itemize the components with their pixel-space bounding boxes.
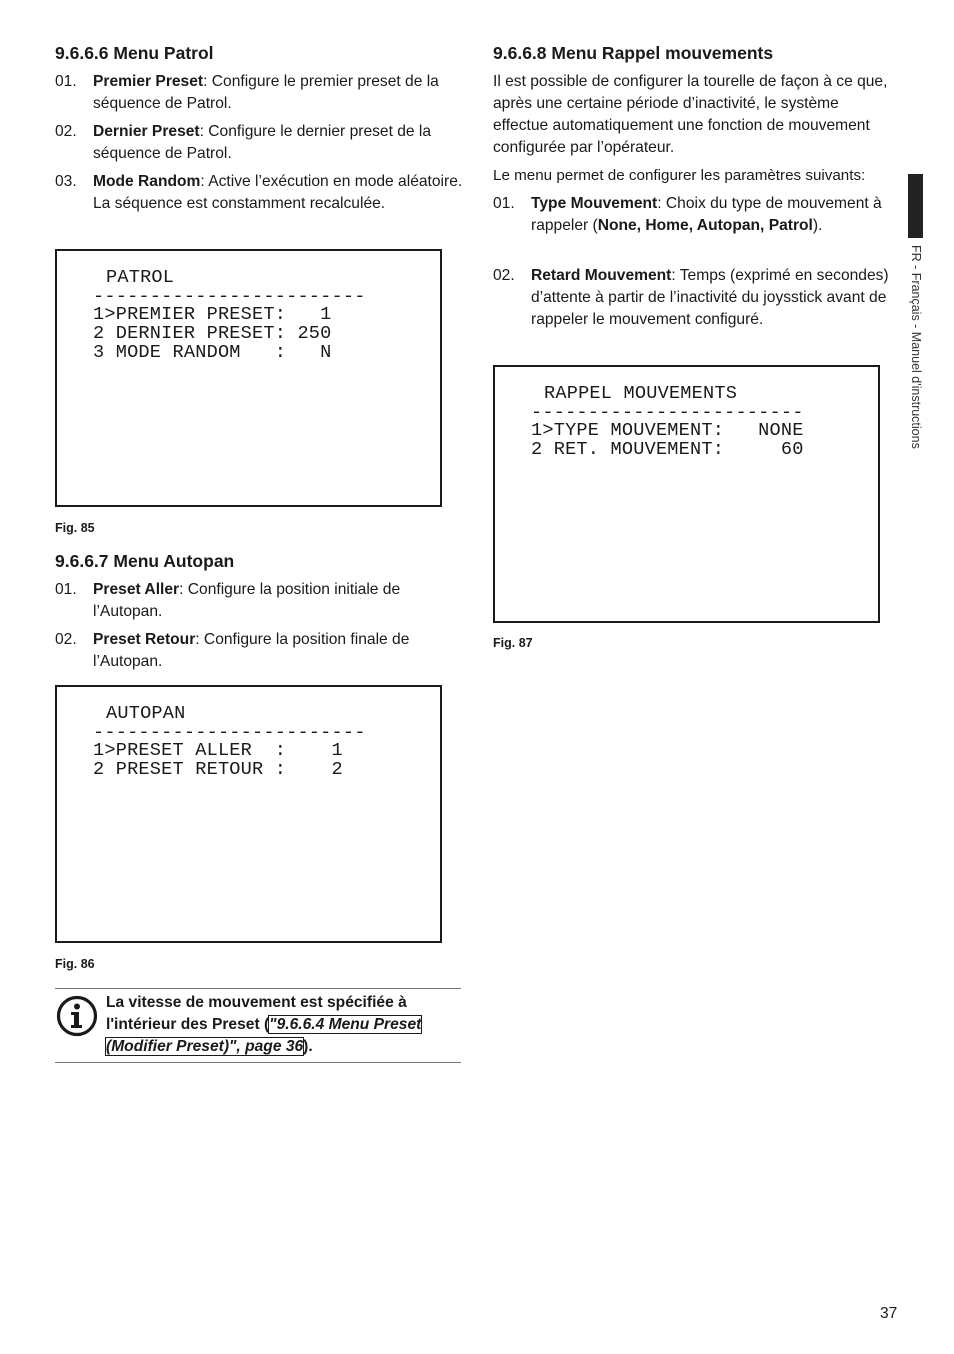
info-icon — [55, 994, 99, 1038]
section-heading-rappel: 9.6.6.8 Menu Rappel mouvements — [493, 43, 774, 63]
osd-rule: ------------------------ — [531, 402, 804, 423]
osd-screen-autopan — [55, 685, 442, 943]
note-end: ). — [303, 1038, 313, 1055]
item-description: : Configure la position finale de l’Autopan. — [93, 631, 410, 670]
list-item — [55, 579, 463, 623]
item-number: 01. — [493, 195, 515, 212]
osd-line: 2 RET. MOUVEMENT: 60 — [531, 439, 804, 460]
list-item — [55, 121, 463, 165]
item-number: 01. — [55, 581, 77, 598]
item-term: Type Mouvement — [531, 195, 658, 212]
item-number: 02. — [55, 631, 77, 648]
note-text — [106, 992, 456, 1058]
item-description-end: ). — [812, 217, 823, 234]
osd-line: 2 PRESET RETOUR : 2 — [93, 759, 343, 780]
figure-caption: Fig. 85 — [55, 521, 95, 535]
item-description: : Temps (exprimé en secondes) d’attente à partir de l’inactivité du joysstick avant de rappeler le mouvement configuré. — [531, 267, 889, 328]
osd-rule: ------------------------ — [93, 722, 366, 743]
figure-caption: Fig. 86 — [55, 957, 95, 971]
osd-line: 1>PRESET ALLER : 1 — [93, 740, 343, 761]
section-heading-patrol: 9.6.6.6 Menu Patrol — [55, 43, 214, 63]
section-heading-autopan: 9.6.6.7 Menu Autopan — [55, 551, 235, 571]
item-term: Premier Preset — [93, 73, 204, 90]
side-tab — [908, 245, 923, 485]
info-note — [55, 988, 461, 1063]
item-options: None, Home, Autopan, Patrol — [597, 217, 813, 234]
item-description: : Configure la position initiale de l’Autopan. — [93, 581, 401, 620]
osd-title: AUTOPAN — [106, 703, 186, 724]
osd-screen-rappel — [493, 365, 880, 623]
osd-line: 2 DERNIER PRESET: 250 — [93, 323, 332, 344]
osd-line: 1>TYPE MOUVEMENT: NONE — [531, 420, 804, 441]
item-term: Preset Retour — [93, 631, 196, 648]
page-number: 37 — [880, 1305, 898, 1322]
item-number: 02. — [55, 123, 77, 140]
cross-reference-link[interactable]: "9.6.6.4 Menu Preset (Modifier Preset)", page 36 — [106, 1016, 422, 1055]
list-item — [55, 629, 463, 673]
osd-line: 1>PREMIER PRESET: 1 — [93, 304, 332, 325]
item-number: 03. — [55, 173, 77, 190]
item-description: : Configure le premier preset de la séquence de Patrol. — [93, 73, 439, 112]
side-tab-label: FR - Français - Manuel d'instructions — [909, 245, 923, 449]
list-item — [55, 71, 463, 115]
figure-caption: Fig. 87 — [493, 636, 533, 650]
item-number: 01. — [55, 73, 77, 90]
item-description: : Configure le dernier preset de la séquence de Patrol. — [93, 123, 432, 162]
note-body: La vitesse de mouvement est spécifiée à l'intérieur des Preset ( — [106, 994, 407, 1033]
item-description: : Active l’exécution en mode aléatoire. La séquence est constamment recalculée. — [93, 173, 463, 212]
item-term: Mode Random — [93, 173, 201, 190]
list-item — [493, 193, 901, 259]
side-tab-marker — [908, 174, 923, 238]
osd-title: RAPPEL MOUVEMENTS — [544, 383, 738, 404]
osd-rule: ------------------------ — [93, 286, 366, 307]
item-term: Retard Mouvement — [531, 267, 672, 284]
intro-paragraph-2: Le menu permet de configurer les paramètres suivants: — [493, 167, 866, 184]
item-number: 02. — [493, 267, 515, 284]
item-term: Dernier Preset — [93, 123, 200, 140]
item-term: Preset Aller — [93, 581, 180, 598]
intro-paragraph: Il est possible de configurer la tourelle de façon à ce que, après une certaine période d’inactivité, le système effectue automatiquement une fonction de mouvement configurée par l’opérateur. — [493, 73, 888, 156]
item-description: : Choix du type de mouvement à rappeler ( — [531, 195, 882, 234]
list-item — [493, 265, 901, 353]
osd-screen-patrol — [55, 249, 442, 507]
list-item — [55, 171, 463, 237]
osd-line: 3 MODE RANDOM : N — [93, 342, 332, 363]
osd-title: PATROL — [106, 267, 175, 288]
